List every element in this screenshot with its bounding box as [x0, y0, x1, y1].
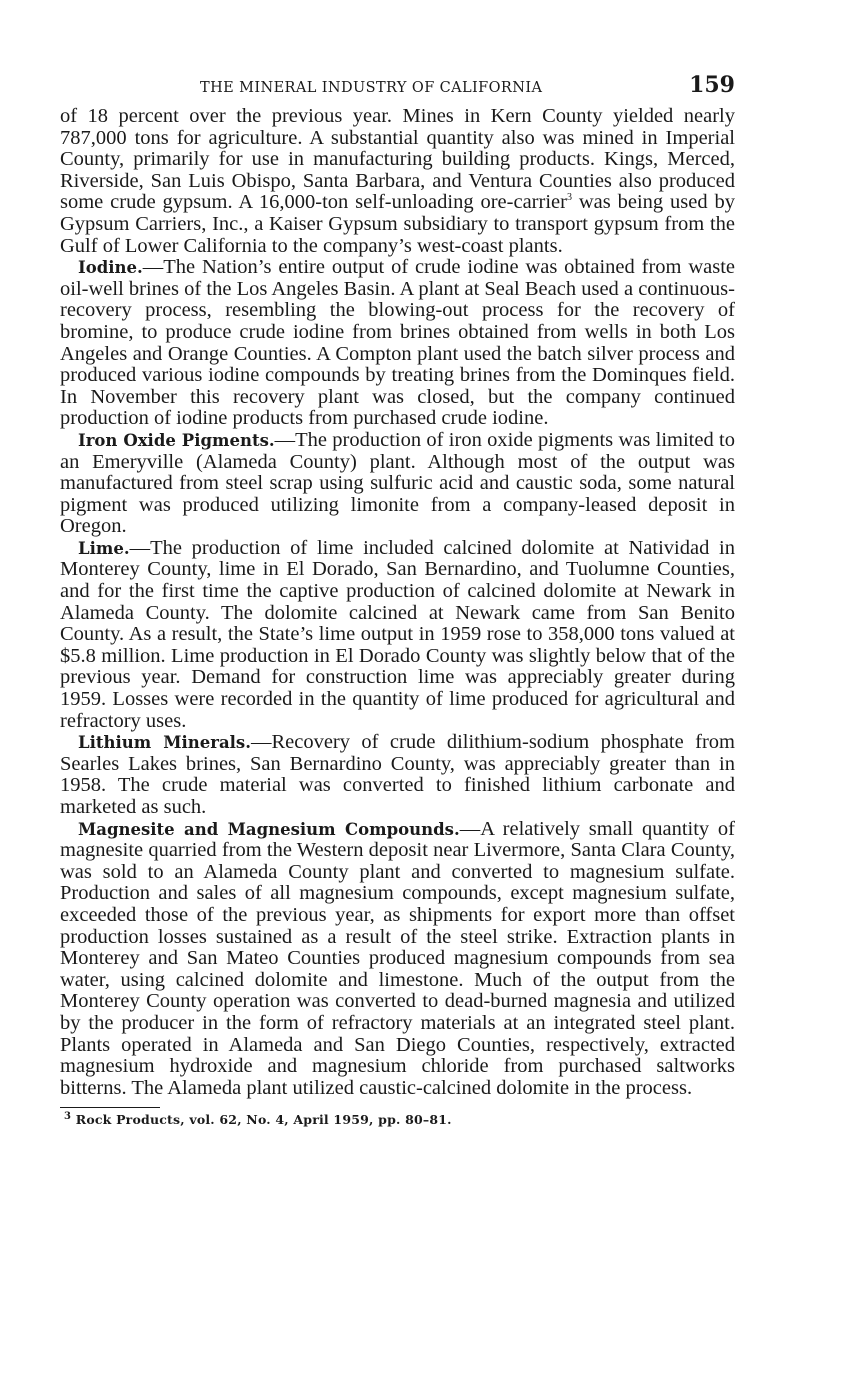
footnote — [60, 1112, 735, 1127]
paragraph-text: —The production of lime included calcined dolomite at Natividad in Monterey County, lime in El Dorado, San Bernardino, and Tuolumne Counties, and for the first time the captive production of calcined dolomite at Newark in Alameda County. The dolomite calcined at Newark came from San Benito County. As a result, the State’s lime output in 1959 rose to 358,000 tons valued at $5.8 million. Lime production in El Dorado County was slightly below that of the previous year. Demand for construction lime was appreciably greater during 1959. Losses were recorded in the quantity of lime produced for agricultural and refractory uses. — [60, 536, 735, 732]
running-title: THE MINERAL INDUSTRY OF CALIFORNIA — [200, 80, 543, 96]
paragraph-iron-oxide-pigments — [60, 430, 735, 538]
paragraph-iodine — [60, 257, 735, 430]
section-heading-lithium-minerals: Lithium Minerals. — [78, 733, 251, 753]
paragraph-text: —A relatively small quantity of magnesite quarried from the Western deposit near Livermore, Santa Clara County, was sold to an Alameda County plant and converted to magnesium sulfate. Production and sales of all magnesium compounds, except magnesium sulfate, exceeded those of the previous year, as shipments for export more than offset production losses sustained as a result of the steel strike. Extraction plants in Monterey and San Mateo Counties produced magnesium compounds from sea water, using calcined dolomite and limestone. Much of the output from the Monterey County operation was converted to dead-burned magnesia and utilized by the producer in the form of refractory materials at an integrated steel plant. Plants operated in Alameda and San Diego Counties, respectively, extracted magnesium hydroxide and magnesium chloride from purchased saltworks bitterns. The Alameda plant utilized caustic-calcined dolomite in the process. — [60, 817, 735, 1099]
running-header — [60, 70, 735, 106]
paragraph-text: —The production of iron oxide pigments was limited to an Emeryville (Alameda County) plant. Although most of the output was manufactured from steel scrap using sulfuric acid and caustic soda, some natural pigment was produced utilizing limonite from a company-leased deposit in Oregon. — [60, 428, 735, 538]
paragraph-text: was being used by Gypsum Carriers, Inc., a Kaiser Gypsum subsidiary to transport gypsum from the Gulf of Lower California to the company’s west-coast plants. — [60, 191, 735, 257]
section-heading-magnesite: Magnesite and Magnesium Compounds. — [78, 819, 460, 839]
paragraph-text: of 18 percent over the previous year. Mines in Kern County yielded nearly 787,000 tons for agriculture. A substantial quantity also was mined in Imperial County, primarily for use in manufacturing building products. Kings, Merced, Riverside, San Luis Obispo, Santa Barbara, and Ventura Counties also produced some crude gypsum. A 16,000-ton self-unloading ore-carrier — [60, 105, 735, 214]
paragraph-text: —Recovery of crude dilithium-sodium phosphate from Searles Lakes brines, San Bernardino County, was appreciably greater than in 1958. The crude material was converted to finished lithium carbonate and marketed as such. — [60, 731, 735, 818]
paragraph-lithium-minerals — [60, 732, 735, 818]
footnote-text: Rock Products, vol. 62, No. 4, April 1959, pp. 80–81. — [75, 1112, 452, 1128]
page-number: 159 — [689, 72, 735, 98]
section-heading-iron-oxide-pigments: Iron Oxide Pigments. — [78, 430, 275, 450]
section-heading-iodine: Iodine. — [78, 258, 143, 278]
paragraph-magnesite — [60, 819, 735, 1100]
paragraph-text: —The Nation’s entire output of crude iodine was obtained from waste oil-well brines of the Los Angeles Basin. A plant at Seal Beach used a continuous-recovery process, resembling the blowing-out process for the recovery of bromine, to produce crude iodine from brines obtained from wells in both Los Angeles and Orange Counties. A Compton plant used the batch silver process and produced various iodine compounds by treating brines from the Dominques field. In November this recovery plant was closed, but the company continued production of iodine products from purchased crude iodine. — [60, 256, 735, 430]
section-heading-lime: Lime. — [78, 538, 130, 558]
footnote-marker: 3 — [64, 1111, 72, 1123]
footnote-reference: 3 — [566, 192, 572, 204]
document-page — [60, 70, 735, 1127]
footnote-divider — [60, 1107, 160, 1108]
body-text — [60, 106, 735, 1099]
paragraph-lime — [60, 538, 735, 732]
paragraph-gypsum-continued — [60, 106, 735, 257]
